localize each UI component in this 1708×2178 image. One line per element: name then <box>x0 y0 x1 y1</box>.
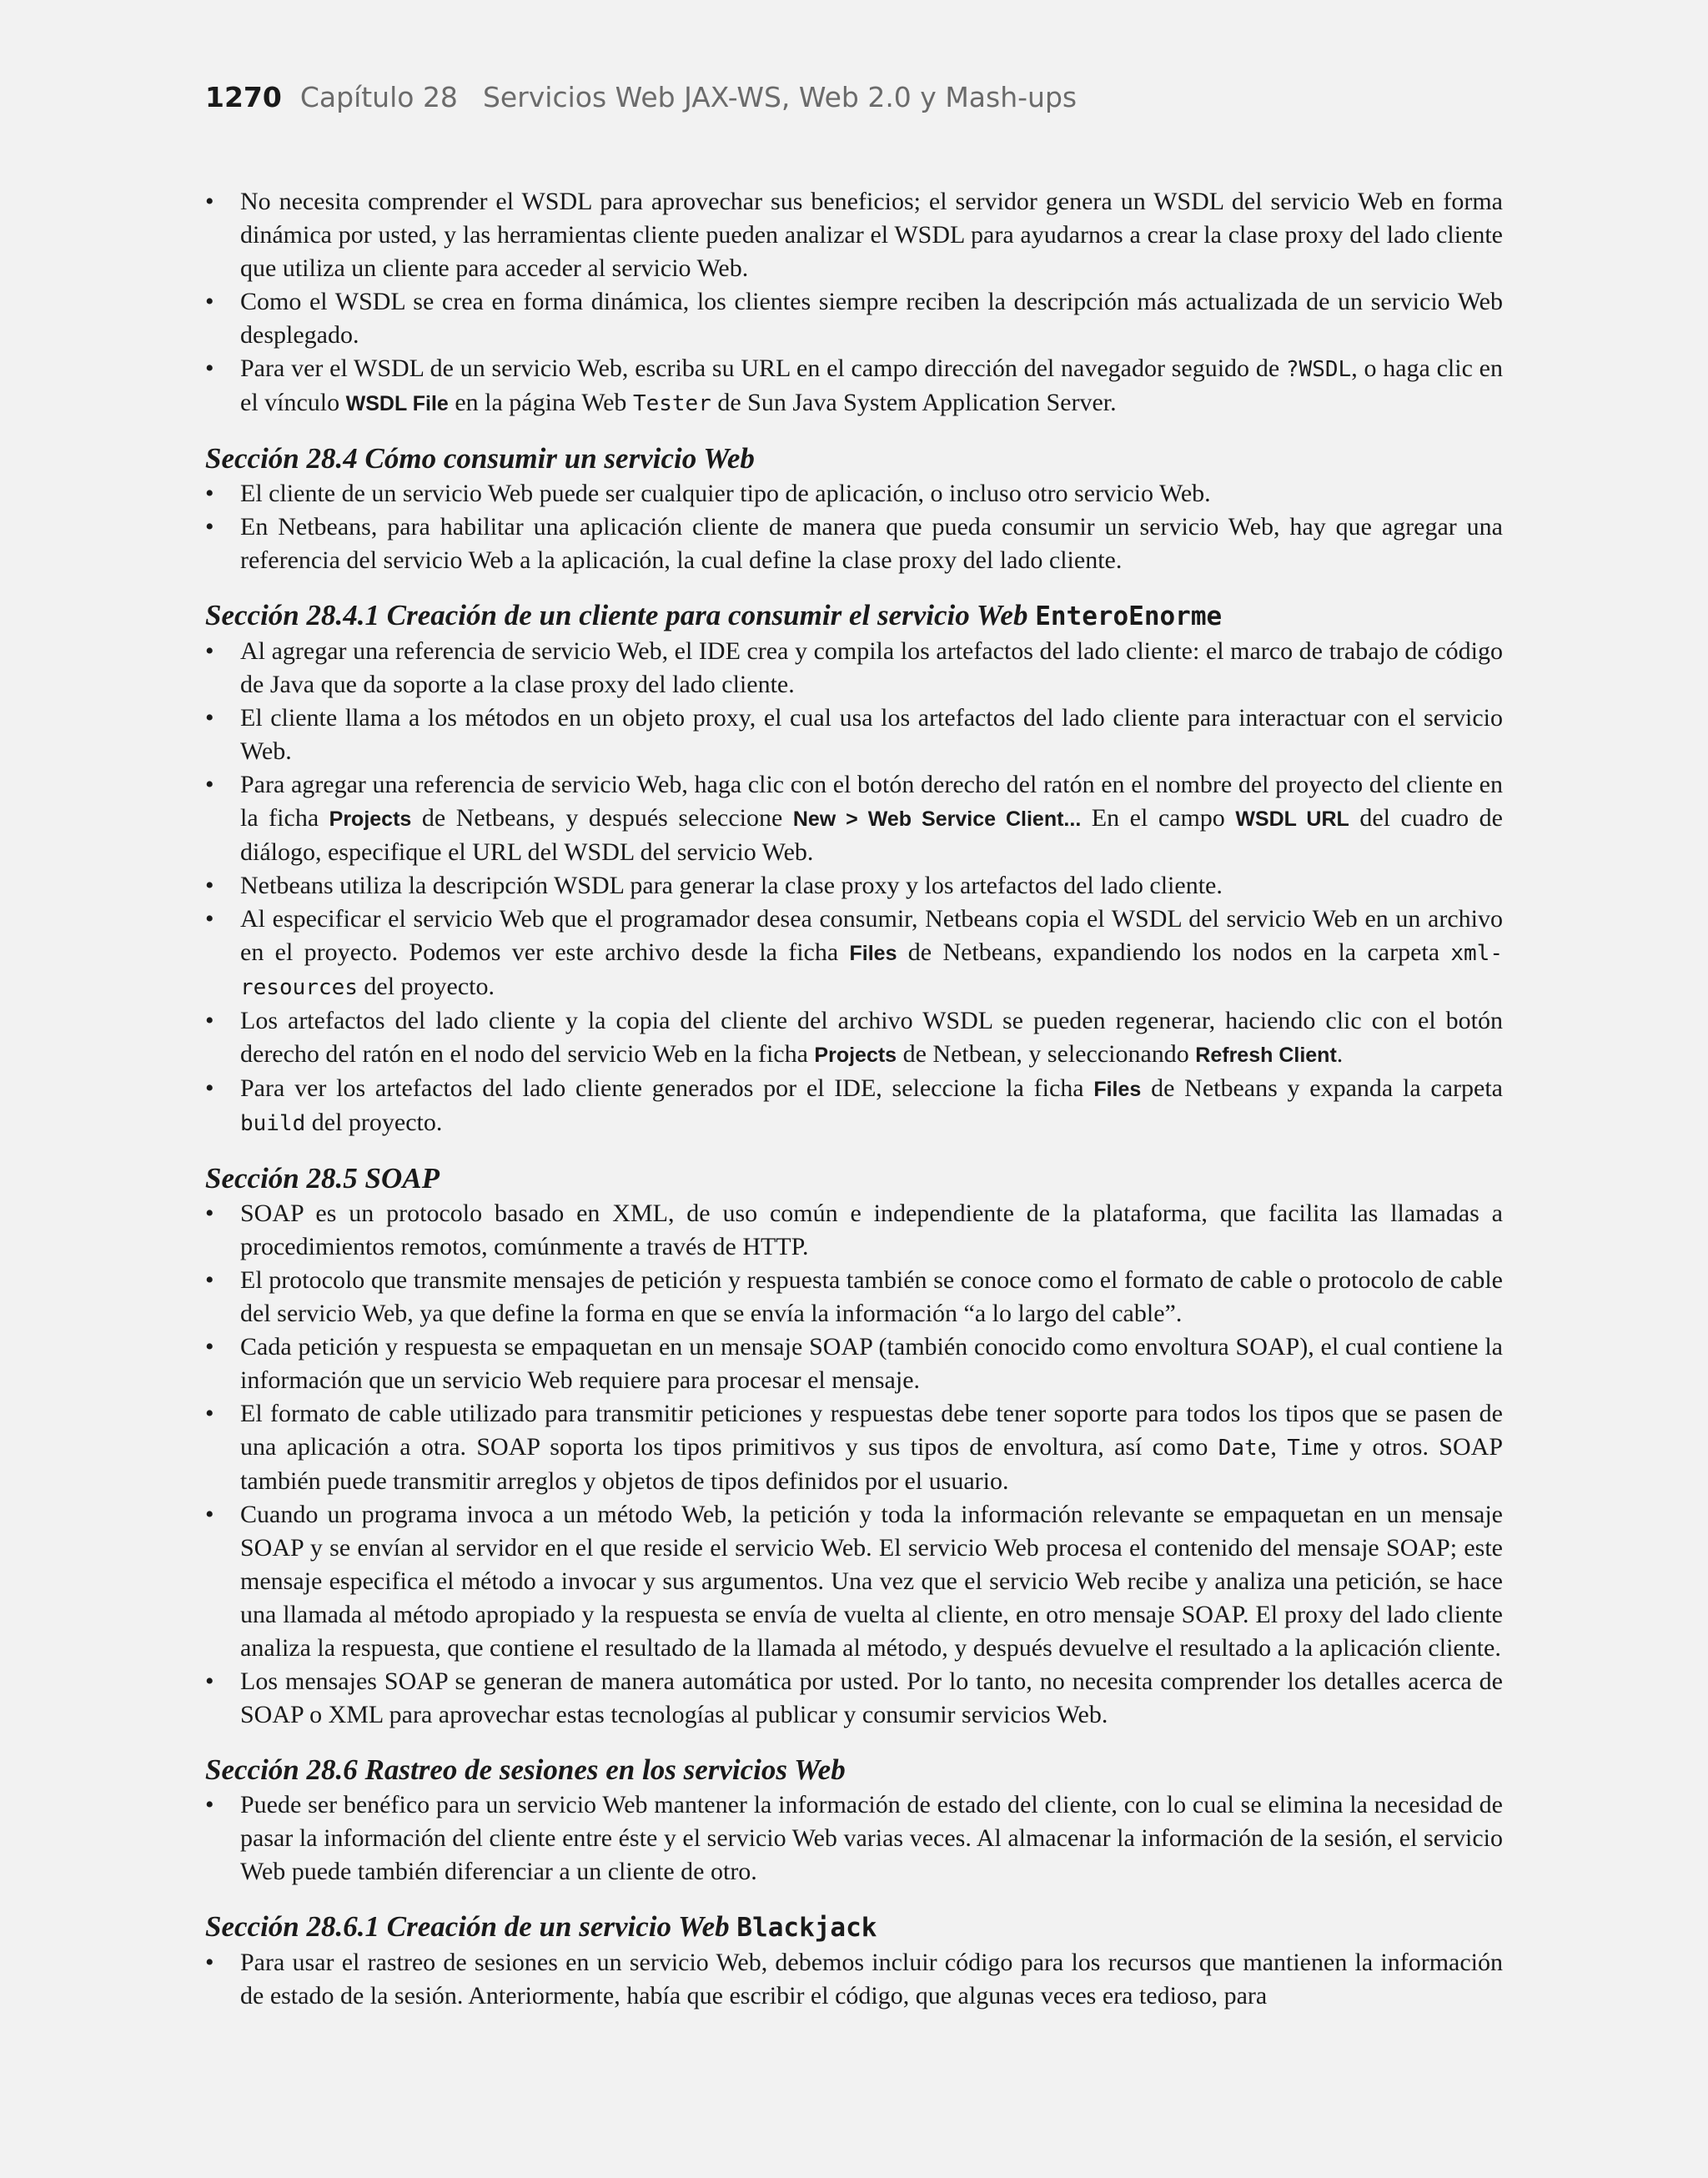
list-item <box>205 352 1503 420</box>
ui-term: Projects <box>814 1044 897 1067</box>
heading-code: EnteroEnorme <box>1035 601 1223 631</box>
list-item: • En Netbeans, para habilitar una aplicación cliente de manera que pueda consumir un servicio Web, hay que agregar una referencia del servicio Web a la aplicación, la cual define la clase proxy del lado cliente. <box>205 511 1503 577</box>
list-item: • SOAP es un protocolo basado en XML, de uso común e independiente de la plataforma, que facilita las llamadas a procedimientos remotos, comúnmente a través de HTTP. <box>205 1197 1503 1264</box>
bullet-list <box>205 1197 1503 1732</box>
bullet-list <box>205 635 1503 1140</box>
list-item: • Puede ser benéfico para un servicio Web mantener la información de estado del cliente, con lo cual se elimina la necesidad de pasar la información del cliente entre éste y el servicio Web varias veces. Al almacenar la información de la sesión, el servicio Web puede también diferenciar a un cliente de otro. <box>205 1788 1503 1889</box>
bullet-list <box>205 1788 1503 1889</box>
list-item: • El protocolo que transmite mensajes de petición y respuesta también se conoce como el formato de cable o protocolo de cable del servicio Web, ya que define la forma en que se envía la información “a lo largo del cable”. <box>205 1264 1503 1330</box>
text-run: , <box>1270 1433 1288 1461</box>
text-run: de Netbeans, y después seleccione <box>411 804 793 832</box>
section-28-4-1 <box>205 597 1503 1140</box>
bullet-list <box>205 477 1503 577</box>
text-run: de Netbeans y expanda la carpeta <box>1141 1074 1503 1102</box>
bullet-list <box>205 1946 1503 2013</box>
section-28-5 <box>205 1160 1503 1732</box>
heading-code: Blackjack <box>736 1913 877 1943</box>
list-item <box>205 903 1503 1004</box>
text-run: . <box>1336 1040 1344 1068</box>
text-run: del proyecto. <box>357 973 495 1000</box>
text-run: En el campo <box>1081 804 1236 832</box>
heading-text: Sección 28.6.1 Creación de un servicio Web <box>205 1910 737 1943</box>
bullet-list <box>205 185 1503 420</box>
text-run: de Sun Java System Application Server. <box>711 389 1117 416</box>
ui-term: Projects <box>329 807 412 831</box>
section-28-4 <box>205 440 1503 577</box>
list-item: • Para usar el rastreo de sesiones en un servicio Web, debemos incluir código para los recursos que mantienen la información de estado de la sesión. Anteriormente, había que escribir el código, que algunas veces era tedioso, para <box>205 1946 1503 2013</box>
text-run: , o haga clic en el vínculo <box>240 355 1503 416</box>
section-28-6-1 <box>205 1909 1503 2013</box>
list-item <box>205 1397 1503 1498</box>
list-item: • Al agregar una referencia de servicio Web, el IDE crea y compila los artefactos del lado cliente: el marco de trabajo de código de Java que da soporte a la clase proxy del lado cliente. <box>205 635 1503 702</box>
list-item: • Cuando un programa invoca a un método Web, la petición y toda la información relevante se empaquetan en un mensaje SOAP y se envían al servidor en el que reside el servicio Web. El servicio Web procesa el contenido del mensaje SOAP; este mensaje especifica el método a invocar y sus argumentos. Una vez que el servicio Web recibe y analiza una petición, se hace una llamada al método apropiado y la respuesta se envía de vuelta al cliente, en otro mensaje SOAP. El proxy del lado cliente analiza la respuesta, que contiene el resultado de la llamada al método, y después devuelve el resultado a la aplicación cliente. <box>205 1498 1503 1665</box>
section-heading <box>205 597 1503 635</box>
list-item: • No necesita comprender el WSDL para aprovechar sus beneficios; el servidor genera un WSDL del servicio Web en forma dinámica por usted, y las herramientas cliente pueden analizar el WSDL para ayudarnos a crear la clase proxy del lado cliente que utiliza un cliente para acceder al servicio Web. <box>205 185 1503 285</box>
list-item <box>205 1072 1503 1140</box>
list-item <box>205 1004 1503 1072</box>
text-run: del cuadro de diálogo, especifique el URL del WSDL del servicio Web. <box>240 804 1503 866</box>
list-item: • Los mensajes SOAP se generan de manera automática por usted. Por lo tanto, no necesita comprender los detalles acerca de SOAP o XML para aprovechar estas tecnologías al publicar y consumir servicios Web. <box>205 1665 1503 1732</box>
ui-term: Files <box>849 942 897 965</box>
ui-term: New > Web Service Client... <box>792 807 1082 831</box>
text-run: de Netbeans, expandiendo los nodos en la carpeta <box>897 938 1451 966</box>
text-run: Para agregar una referencia de servicio Web, haga clic con el botón derecho del ratón en el nombre del proyecto del cliente en la ficha <box>240 771 1503 832</box>
section-heading: Sección 28.6 Rastreo de sesiones en los servicios Web <box>205 1753 846 1786</box>
text-run: de Netbean, y seleccionando <box>897 1040 1196 1068</box>
summary-content <box>205 185 1503 2013</box>
inline-code: build <box>240 1111 306 1136</box>
inline-code: xml-resources <box>240 941 1503 1000</box>
list-item <box>205 768 1503 869</box>
section-heading <box>205 1909 1503 1946</box>
text-run: Los artefactos del lado cliente y la copia del cliente del archivo WSDL se pueden regenerar, haciendo clic con el botón derecho del ratón en el nodo del servicio Web en la ficha <box>240 1007 1503 1068</box>
chapter-label: Capítulo 28 <box>299 81 458 113</box>
text-run: y otros. SOAP también puede transmitir arreglos y objetos de tipos definidos por el usuario. <box>240 1433 1504 1495</box>
inline-code: ?WSDL <box>1285 357 1352 382</box>
list-item: • El cliente llama a los métodos en un objeto proxy, el cual usa los artefactos del lado cliente para interactuar con el servicio Web. <box>205 702 1503 768</box>
section-28-6 <box>205 1752 1503 1889</box>
section-heading: Sección 28.4 Cómo consumir un servicio Web <box>205 442 755 475</box>
ui-term: Files <box>1093 1078 1142 1101</box>
text-run: El formato de cable utilizado para transmitir peticiones y respuestas debe tener soporte para todos los tipos que se pasen de una aplicación a otra. SOAP soporta los tipos primitivos y sus tipos de envoltura, así como <box>240 1400 1503 1461</box>
list-item: • Cada petición y respuesta se empaquetan en un mensaje SOAP (también conocido como envoltura SOAP), el cual contiene la información que un servicio Web requiere para procesar el mensaje. <box>205 1330 1503 1397</box>
text-run: Para ver los artefactos del lado cliente generados por el IDE, seleccione la ficha <box>240 1074 1094 1102</box>
section-intro <box>205 185 1503 420</box>
text-run: en la página Web <box>448 389 633 416</box>
text-run: Al especificar el servicio Web que el programador desea consumir, Netbeans copia el WSDL del servicio Web en un archivo en el proyecto. Podemos ver este archivo desde la ficha <box>240 905 1503 966</box>
inline-code: Date <box>1218 1436 1271 1461</box>
heading-text: Sección 28.4.1 Creación de un cliente para consumir el servicio Web <box>205 599 1036 631</box>
list-item: • Como el WSDL se crea en forma dinámica, los clientes siempre reciben la descripción más actualizada de un servicio Web desplegado. <box>205 285 1503 352</box>
page-number: 1270 <box>205 81 282 113</box>
ui-term: Refresh Client <box>1195 1044 1337 1067</box>
ui-term: WSDL URL <box>1235 807 1349 831</box>
inline-code: Tester <box>632 391 711 416</box>
chapter-title: Servicios Web JAX-WS, Web 2.0 y Mash-ups <box>482 81 1078 113</box>
running-header <box>205 81 1077 113</box>
text-run: Para ver el WSDL de un servicio Web, escriba su URL en el campo dirección del navegador seguido de <box>240 355 1286 382</box>
list-item: • Netbeans utiliza la descripción WSDL para generar la clase proxy y los artefactos del lado cliente. <box>205 869 1503 903</box>
section-heading: Sección 28.5 SOAP <box>205 1162 440 1195</box>
text-run: del proyecto. <box>305 1109 443 1136</box>
inline-code: Time <box>1287 1436 1339 1461</box>
list-item: • El cliente de un servicio Web puede ser cualquier tipo de aplicación, o incluso otro servicio Web. <box>205 477 1503 511</box>
ui-term: WSDL File <box>345 392 449 415</box>
